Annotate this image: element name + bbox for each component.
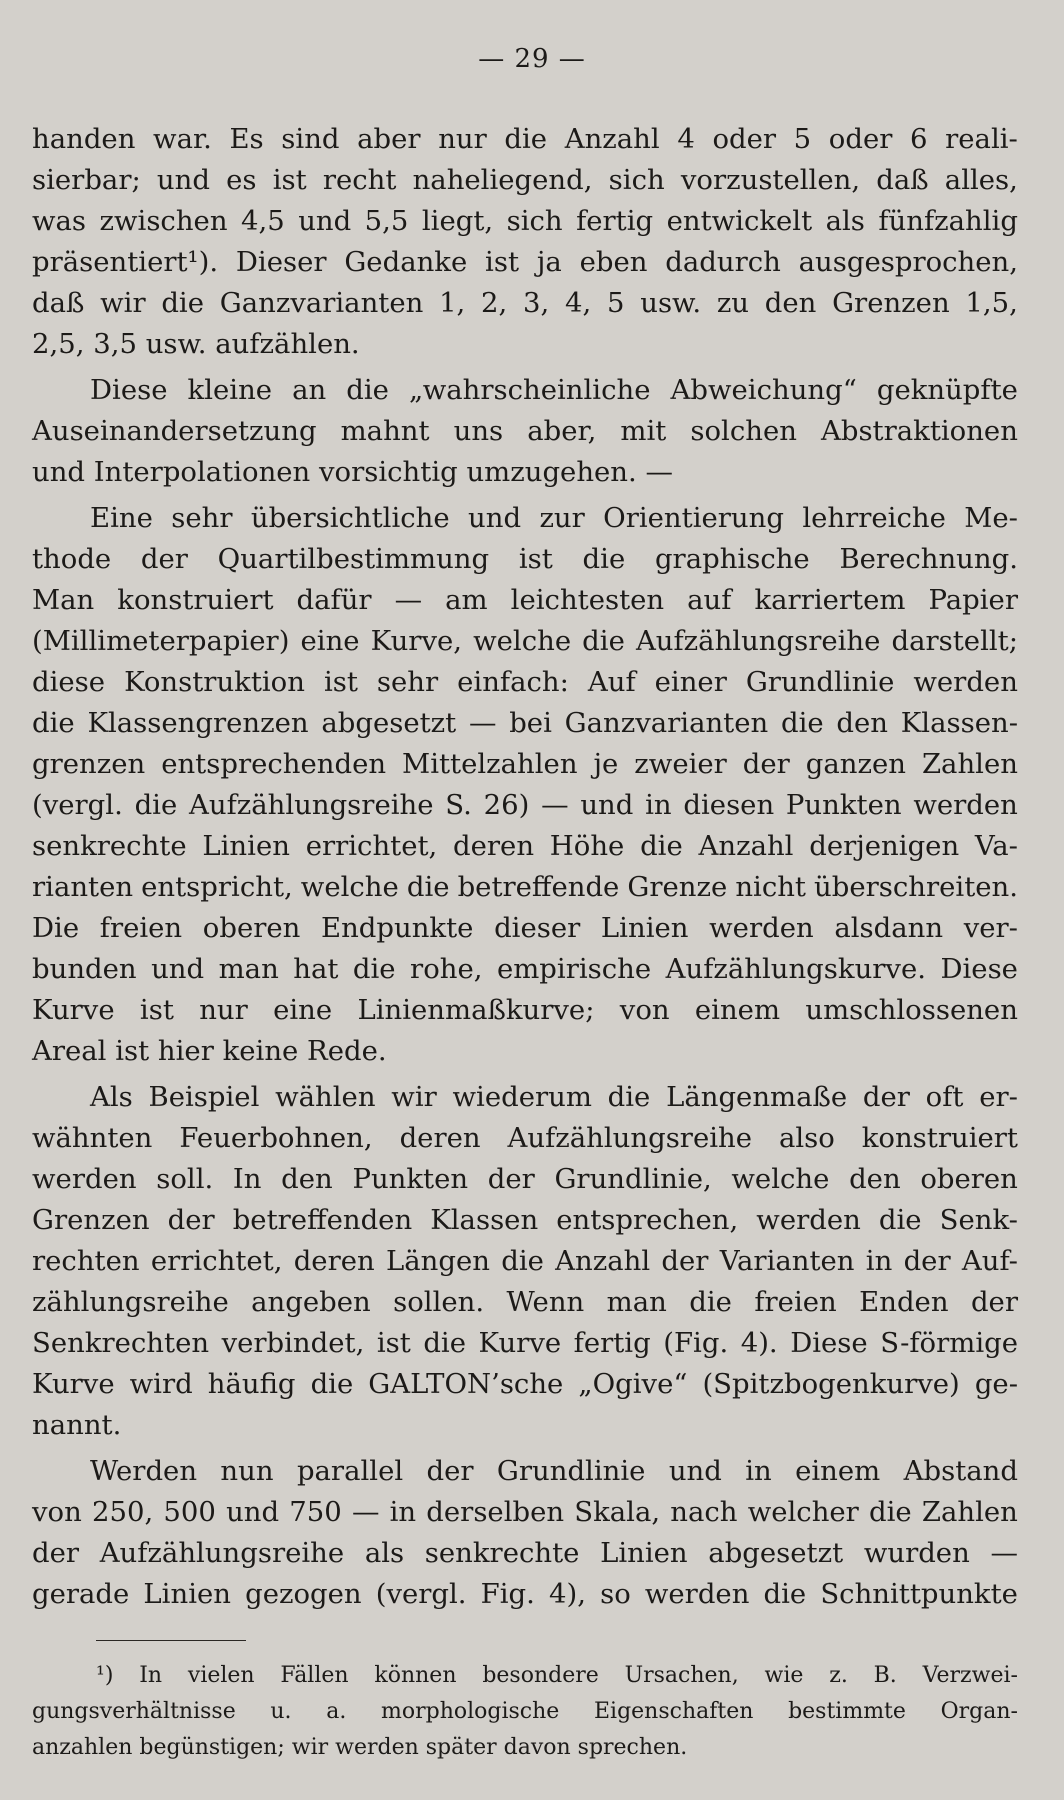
text-line: Diese kleine an die „wahrscheinliche Abweichung“ geknüpfte xyxy=(90,374,1018,406)
text-line: diese Konstruktion ist sehr einfach: Auf einer Grundlinie werden xyxy=(32,666,1018,698)
paragraph xyxy=(32,1077,1018,1446)
footnote-line: gungsverhältnisse u. a. morphologische Eigenschaften bestimmte Organ- xyxy=(32,1699,1018,1724)
text-line: Grenzen der betreffenden Klassen entsprechen, werden die Senk- xyxy=(32,1204,1018,1236)
text-line: der Aufzählungsreihe als senkrechte Linien abgesetzt wurden — xyxy=(32,1537,1018,1569)
text-line: rianten entspricht, welche die betreffende Grenze nicht überschreiten. xyxy=(32,871,1018,903)
page-number: — 29 — xyxy=(478,44,586,74)
text-line: Als Beispiel wählen wir wiederum die Längenmaße der oft er- xyxy=(90,1081,1018,1113)
body-text xyxy=(32,119,1018,1615)
text-line: Die freien oberen Endpunkte dieser Linien werden alsdann ver- xyxy=(32,912,1018,944)
text-line: präsentiert¹). Dieser Gedanke ist ja eben dadurch ausgesprochen, xyxy=(32,246,1018,278)
text-line: thode der Quartilbestimmung ist die graphische Berechnung. xyxy=(32,543,1018,575)
text-line: sierbar; und es ist recht naheliegend, sich vorzustellen, daß alles, xyxy=(32,164,1018,196)
text-line: Auseinandersetzung mahnt uns aber, mit solchen Abstraktionen xyxy=(32,415,1018,447)
text-line: und Interpolationen vorsichtig umzugehen. — xyxy=(32,456,673,488)
text-line: die Klassengrenzen abgesetzt — bei Ganzvarianten die den Klassen- xyxy=(32,707,1018,739)
text-line: was zwischen 4,5 und 5,5 liegt, sich fertig entwickelt als fünfzahlig xyxy=(32,205,1018,237)
text-line: Werden nun parallel der Grundlinie und in einem Abstand xyxy=(90,1455,1018,1487)
text-line: rechten errichtet, deren Längen die Anzahl der Varianten in der Auf- xyxy=(32,1245,1018,1277)
text-line: gerade Linien gezogen (vergl. Fig. 4), so werden die Schnittpunkte xyxy=(32,1578,1018,1610)
text-line: (Millimeterpapier) eine Kurve, welche die Aufzählungsreihe darstellt; xyxy=(32,625,1018,657)
text-line: daß wir die Ganzvarianten 1, 2, 3, 4, 5 usw. zu den Grenzen 1,5, xyxy=(32,287,1018,319)
text-line: von 250, 500 und 750 — in derselben Skala, nach welcher die Zahlen xyxy=(32,1496,1018,1528)
text-line: (vergl. die Aufzählungsreihe S. 26) — und in diesen Punkten werden xyxy=(32,789,1018,821)
text-line: grenzen entsprechenden Mittelzahlen je zweier der ganzen Zahlen xyxy=(32,748,1018,780)
text-line: handen war. Es sind aber nur die Anzahl 4 oder 5 oder 6 reali- xyxy=(32,123,1018,155)
text-line: Man konstruiert dafür — am leichtesten auf karriertem Papier xyxy=(32,584,1018,616)
text-line: Areal ist hier keine Rede. xyxy=(32,1035,387,1067)
text-line: bunden und man hat die rohe, empirische Aufzählungskurve. Diese xyxy=(32,953,1018,985)
text-line: senkrechte Linien errichtet, deren Höhe die Anzahl derjenigen Va- xyxy=(32,830,1018,862)
footnote-line: anzahlen begünstigen; wir werden später davon sprechen. xyxy=(32,1735,688,1760)
text-line: werden soll. In den Punkten der Grundlinie, welche den oberen xyxy=(32,1163,1018,1195)
paragraph xyxy=(32,119,1018,365)
text-line: Kurve wird häufig die GALTON’sche „Ogive“ (Spitzbogenkurve) ge- xyxy=(32,1368,1018,1400)
text-line: wähnten Feuerbohnen, deren Aufzählungsreihe also konstruiert xyxy=(32,1122,1018,1154)
footnote-divider xyxy=(96,1640,246,1641)
text-line: Kurve ist nur eine Linienmaßkurve; von einem umschlossenen xyxy=(32,994,1018,1026)
text-line: Eine sehr übersichtliche und zur Orientierung lehrreiche Me- xyxy=(90,502,1018,534)
paragraph xyxy=(32,498,1018,1072)
text-line: Senkrechten verbindet, ist die Kurve fertig (Fig. 4). Diese S-förmige xyxy=(32,1327,1018,1359)
text-line: zählungsreihe angeben sollen. Wenn man die freien Enden der xyxy=(32,1286,1018,1318)
text-line: 2,5, 3,5 usw. aufzählen. xyxy=(32,328,360,360)
paragraph xyxy=(32,1451,1018,1615)
text-line: nannt. xyxy=(32,1409,122,1441)
footnote-line: ¹) In vielen Fällen können besondere Ursachen, wie z. B. Verzwei- xyxy=(96,1663,1018,1688)
footnote xyxy=(32,1658,1018,1766)
paragraph xyxy=(32,370,1018,493)
